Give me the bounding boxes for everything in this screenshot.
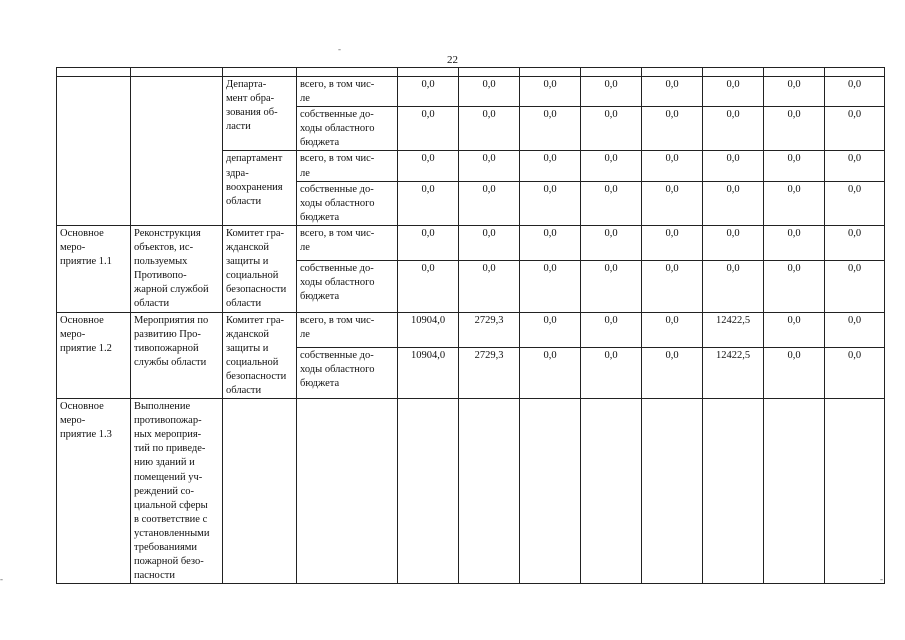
value-cell [642, 261, 703, 312]
amount-value: 0,0 [726, 227, 740, 239]
amount-value: 0,0 [482, 183, 496, 195]
funding-source-cell [297, 151, 398, 181]
amount-value: 0,0 [726, 79, 740, 90]
value-cell [703, 261, 764, 312]
amount-value: 0,0 [665, 314, 679, 326]
activity-name-cell [131, 399, 223, 584]
value-cell [764, 77, 825, 107]
program-funding-table [56, 67, 885, 584]
amount-value: 0,0 [787, 263, 801, 275]
amount-value: 0,0 [421, 79, 435, 90]
header-cell [398, 68, 459, 77]
funding-source-cell [297, 347, 398, 398]
amount-value: 0,0 [604, 263, 618, 275]
amount-value: 0,0 [787, 227, 801, 239]
scan-mark: - [338, 44, 341, 54]
header-cell [703, 68, 764, 77]
table-header-strip [57, 68, 885, 77]
table-row [57, 399, 885, 584]
amount-value: 0,0 [543, 227, 557, 239]
activity-name-cell [131, 312, 223, 399]
value-cell [825, 151, 885, 181]
value-cell [825, 261, 885, 312]
funding-source-cell [297, 77, 398, 107]
value-cell [825, 77, 885, 107]
value-cell [764, 261, 825, 312]
amount-value: 0,0 [482, 263, 496, 275]
value-cell [642, 181, 703, 225]
activity-cell [57, 312, 131, 399]
amount-value: 0,0 [482, 227, 496, 239]
value-cell [703, 77, 764, 107]
value-cell [581, 347, 642, 398]
value-cell [398, 225, 459, 260]
activity-label: Основное меро- приятие 1.2 [60, 314, 112, 354]
header-cell [520, 68, 581, 77]
value-cell [459, 77, 520, 107]
value-cell [398, 261, 459, 312]
activity-label: Основное меро- приятие 1.3 [60, 401, 112, 441]
value-cell [642, 225, 703, 260]
value-cell [764, 225, 825, 260]
value-cell [398, 399, 459, 584]
activity-cell [57, 225, 131, 312]
amount-value: 0,0 [847, 349, 862, 361]
amount-value: 0,0 [787, 349, 801, 361]
amount-value: 0,0 [543, 79, 557, 90]
funding-source: всего, в том чис- ле [300, 79, 375, 105]
page-number: 22 [447, 54, 458, 66]
executor-cell [223, 151, 297, 225]
value-cell [642, 151, 703, 181]
activity-name-cell [131, 225, 223, 312]
amount-value: 2729,3 [474, 349, 504, 361]
value-cell [642, 77, 703, 107]
funding-source: собственные до- ходы областного бюджета [300, 263, 375, 303]
funding-source: всего, в том чис- ле [300, 227, 375, 254]
value-cell [703, 225, 764, 260]
executor-name: департамент здра- воохранения области [226, 153, 283, 207]
value-cell [398, 347, 459, 398]
amount-value: 12422,5 [715, 349, 751, 361]
value-cell [825, 399, 885, 584]
value-cell [642, 347, 703, 398]
amount-value: 0,0 [847, 263, 862, 275]
value-cell [398, 107, 459, 151]
header-cell [297, 68, 398, 77]
activity-name: Реконструкция объектов, ис- пользуемых Противопо- жарной службой области [134, 227, 209, 310]
scan-mark: - [0, 574, 3, 584]
value-cell [459, 225, 520, 260]
funding-source-cell [297, 107, 398, 151]
value-cell [703, 347, 764, 398]
value-cell [520, 77, 581, 107]
amount-value: 0,0 [726, 109, 740, 121]
value-cell [764, 347, 825, 398]
funding-source: собственные до- ходы областного бюджета [300, 349, 375, 389]
value-cell [581, 312, 642, 347]
header-cell [131, 68, 223, 77]
value-cell [520, 225, 581, 260]
value-cell [642, 312, 703, 347]
value-cell [764, 107, 825, 151]
header-cell [642, 68, 703, 77]
amount-value: 0,0 [847, 227, 862, 239]
amount-value: 0,0 [787, 109, 801, 121]
amount-value: 0,0 [787, 153, 801, 165]
amount-value: 0,0 [847, 183, 862, 195]
funding-source-cell [297, 225, 398, 260]
amount-value: 0,0 [787, 183, 801, 195]
amount-value: 12422,5 [715, 314, 751, 326]
value-cell [459, 399, 520, 584]
amount-value: 0,0 [665, 79, 679, 90]
value-cell [764, 151, 825, 181]
funding-source-cell [297, 312, 398, 347]
table-row [57, 312, 885, 347]
amount-value: 0,0 [604, 314, 618, 326]
amount-value: 0,0 [847, 314, 862, 326]
value-cell [703, 181, 764, 225]
amount-value: 0,0 [726, 153, 740, 165]
value-cell [581, 77, 642, 107]
amount-value: 0,0 [847, 109, 862, 121]
header-cell [825, 68, 885, 77]
value-cell [581, 261, 642, 312]
amount-value: 0,0 [604, 79, 618, 90]
value-cell [520, 181, 581, 225]
amount-value: 0,0 [665, 153, 679, 165]
executor-cell [223, 77, 297, 151]
executor-cell [223, 312, 297, 399]
funding-source: собственные до- ходы областного бюджета [300, 183, 375, 223]
amount-value: 0,0 [604, 109, 618, 121]
activity-cell [57, 399, 131, 584]
value-cell [764, 312, 825, 347]
header-cell [764, 68, 825, 77]
amount-value: 0,0 [543, 153, 557, 165]
value-cell [581, 399, 642, 584]
value-cell [581, 225, 642, 260]
amount-value: 0,0 [726, 263, 740, 275]
amount-value: 0,0 [421, 183, 435, 195]
value-cell [825, 347, 885, 398]
amount-value: 2729,3 [474, 314, 504, 326]
amount-value: 0,0 [482, 79, 496, 90]
value-cell [703, 107, 764, 151]
funding-source: всего, в том чис- ле [300, 153, 375, 179]
funding-source: собственные до- ходы областного бюджета [300, 109, 375, 149]
value-cell [398, 181, 459, 225]
amount-value: 10904,0 [410, 349, 446, 361]
funding-source-cell [297, 181, 398, 225]
executor-name: Департа- мент обра- зования об- ласти [226, 79, 278, 133]
value-cell [703, 312, 764, 347]
amount-value: 0,0 [421, 263, 435, 275]
funding-source-cell [297, 399, 398, 584]
value-cell [825, 312, 885, 347]
value-cell [520, 107, 581, 151]
amount-value: 0,0 [726, 183, 740, 195]
value-cell [520, 261, 581, 312]
amount-value: 0,0 [604, 349, 618, 361]
value-cell [703, 151, 764, 181]
value-cell [520, 399, 581, 584]
amount-value: 0,0 [543, 183, 557, 195]
value-cell [825, 107, 885, 151]
funding-source: всего, в том чис- ле [300, 314, 375, 340]
amount-value: 0,0 [421, 153, 435, 165]
amount-value: 0,0 [665, 349, 679, 361]
value-cell [398, 77, 459, 107]
value-cell [642, 399, 703, 584]
amount-value: 0,0 [604, 183, 618, 195]
activity-cell [57, 77, 131, 226]
activity-name: Выполнение противопожар- ных мероприя- тий по приведе- нию зданий и помещений уч- реждений со- циальной сферы в соответствие с установленными требованиями пожарной безо- пасности [134, 401, 210, 582]
value-cell [459, 107, 520, 151]
value-cell [459, 151, 520, 181]
amount-value: 0,0 [543, 349, 557, 361]
header-cell [223, 68, 297, 77]
value-cell [764, 181, 825, 225]
value-cell [459, 312, 520, 347]
amount-value: 0,0 [482, 153, 496, 165]
table-row [57, 225, 885, 260]
activity-label: Основное меро- приятие 1.1 [60, 227, 112, 268]
amount-value: 0,0 [421, 109, 435, 121]
amount-value: 0,0 [665, 263, 679, 275]
amount-value: 0,0 [665, 109, 679, 121]
amount-value: 0,0 [665, 227, 679, 239]
amount-value: 0,0 [787, 79, 801, 90]
value-cell [459, 181, 520, 225]
value-cell [398, 151, 459, 181]
header-cell [459, 68, 520, 77]
activity-name-cell [131, 77, 223, 226]
amount-value: 0,0 [787, 314, 801, 326]
amount-value: 0,0 [543, 263, 557, 275]
header-cell [57, 68, 131, 77]
value-cell [703, 399, 764, 584]
value-cell [825, 181, 885, 225]
activity-name: Мероприятия по развитию Про- тивопожарной службы области [134, 314, 209, 368]
amount-value: 0,0 [421, 227, 435, 239]
value-cell [642, 107, 703, 151]
amount-value: 0,0 [543, 314, 557, 326]
value-cell [581, 107, 642, 151]
value-cell [520, 312, 581, 347]
scan-mark: - [880, 574, 883, 584]
value-cell [398, 312, 459, 347]
value-cell [520, 347, 581, 398]
table-row [57, 77, 885, 107]
value-cell [825, 225, 885, 260]
value-cell [459, 261, 520, 312]
value-cell [581, 181, 642, 225]
executor-name: Комитет гра- жданской защиты и социальной безопасности области [226, 227, 287, 310]
value-cell [459, 347, 520, 398]
amount-value: 0,0 [543, 109, 557, 121]
executor-cell [223, 399, 297, 584]
executor-name: Комитет гра- жданской защиты и социальной безопасности области [226, 314, 287, 396]
value-cell [520, 151, 581, 181]
amount-value: 0,0 [604, 227, 618, 239]
funding-source-cell [297, 261, 398, 312]
amount-value: 0,0 [847, 153, 862, 165]
amount-value: 0,0 [847, 79, 862, 90]
executor-cell [223, 225, 297, 312]
amount-value: 0,0 [665, 183, 679, 195]
value-cell [581, 151, 642, 181]
header-cell [581, 68, 642, 77]
amount-value: 0,0 [604, 153, 618, 165]
amount-value: 0,0 [482, 109, 496, 121]
value-cell [764, 399, 825, 584]
amount-value: 10904,0 [410, 314, 446, 326]
